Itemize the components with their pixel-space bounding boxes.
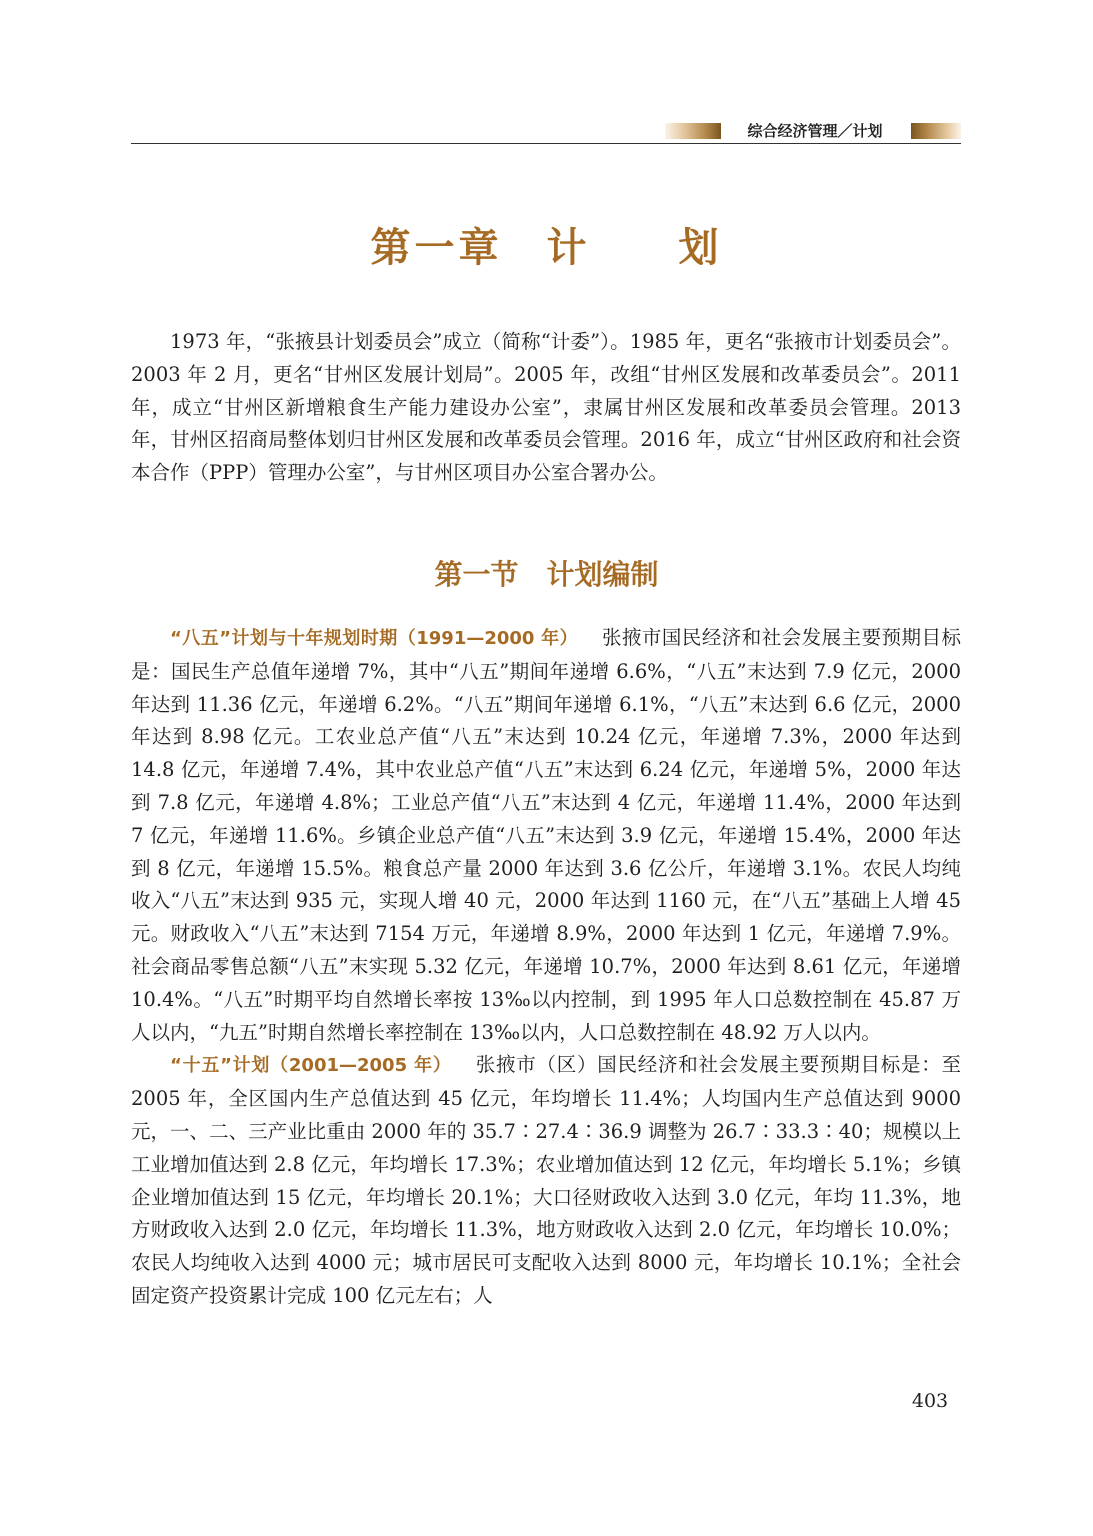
paragraph-lead-8th-plan: “八五”计划与十年规划时期（1991—2000 年）: [170, 628, 579, 649]
running-header: [131, 120, 961, 144]
intro-paragraph: 1973 年，“张掖县计划委员会”成立（简称“计委”）。1985 年，更名“张掖市计划委员会”。2003 年 2 月，更名“甘州区发展计划局”。2005 年，改组“甘州区发展和改革委员会”。2011 年，成立“甘州区新增粮食生产能力建设办公室”，隶属甘州区发展和改革委员会管理。2013 年，甘州区招商局整体划归甘州区发展和改革委员会管理。2016 年，成立“甘州区政府和社会资本合作（PPP）管理办公室”，与甘州区项目办公室合署办公。: [131, 330, 961, 485]
body-block: [131, 622, 961, 1313]
page-number: 403: [911, 1390, 949, 1412]
header-title: 综合经济管理／计划: [747, 122, 883, 140]
paragraph-lead-10th-plan: “十五”计划（2001—2005 年）: [170, 1055, 452, 1077]
section-title: 第一节 计划编制: [434, 558, 659, 591]
paragraph-text-10th-plan: 张掖市（区）国民经济和社会发展主要预期目标是：至 2005 年，全区国内生产总值达到 45 亿元，年均增长 11.4%；人均国内生产总值达到 9000 元，一、二、三产业比重由 2000 年的 35.7∶27.4∶36.9 调整为 26.7∶33.3∶40；规模以上工业增加值达到 2.8 亿元，年均增长 17.3%；农业增加值达到 12 亿元，年均增长 5.1%；乡镇企业增加值达到 15 亿元，年均增长 20.1%；大口径财政收入达到 3.0 亿元，年均 11.3%，地方财政收入达到 2.0 亿元，年均增长 11.3%，地方财政收入达到 2.0 亿元，年均增长 10.0%；农民人均纯收入达到 4000 元；城市居民可支配收入达到 8000 元，年均增长 10.1%；全社会固定资产投资累计完成 100 亿元左右；人: [131, 1053, 961, 1307]
paragraph-10th-plan: [131, 1049, 961, 1312]
header-rule: [131, 143, 961, 144]
header-gradient-bar-right: [911, 123, 961, 139]
intro-block: [131, 326, 961, 490]
paragraph-8th-plan: [131, 622, 961, 1049]
chapter-title: 第一章 计 划: [370, 225, 723, 271]
paragraph-text-8th-plan: 张掖市国民经济和社会发展主要预期目标是：国民生产总值年递增 7%，其中“八五”期间年递增 6.6%，“八五”末达到 7.9 亿元，2000 年达到 11.36 亿元，年递增 6.2%。“八五”期间年递增 6.1%，“八五”末达到 6.6 亿元，2000 年达到 8.98 亿元。工农业总产值“八五”末达到 10.24 亿元，年递增 7.3%，2000 年达到 14.8 亿元，年递增 7.4%，其中农业总产值“八五”末达到 6.24 亿元，年递增 5%，2000 年达到 7.8 亿元，年递增 4.8%；工业总产值“八五”末达到 4 亿元，年递增 11.4%，2000 年达到 7 亿元，年递增 11.6%。乡镇企业总产值“八五”末达到 3.9 亿元，年递增 15.4%，2000 年达到 8 亿元，年递增 15.5%。粮食总产量 2000 年达到 3.6 亿公斤，年递增 3.1%。农民人均纯收入“八五”末达到 935 元，实现人增 40 元，2000 年达到 1160 元，在“八五”基础上人增 45 元。财政收入“八五”末达到 7154 万元，年递增 8.9%，2000 年达到 1 亿元，年递增 7.9%。社会商品零售总额“八五”末实现 5.32 亿元，年递增 10.7%，2000 年达到 8.61 亿元，年递增 10.4%。“八五”时期平均自然增长率按 13‰以内控制，到 1995 年人口总数控制在 45.87 万人以内，“九五”时期自然增长率控制在 13‰以内，人口总数控制在 48.92 万人以内。: [131, 626, 961, 1044]
header-gradient-bar-left: [665, 123, 721, 139]
